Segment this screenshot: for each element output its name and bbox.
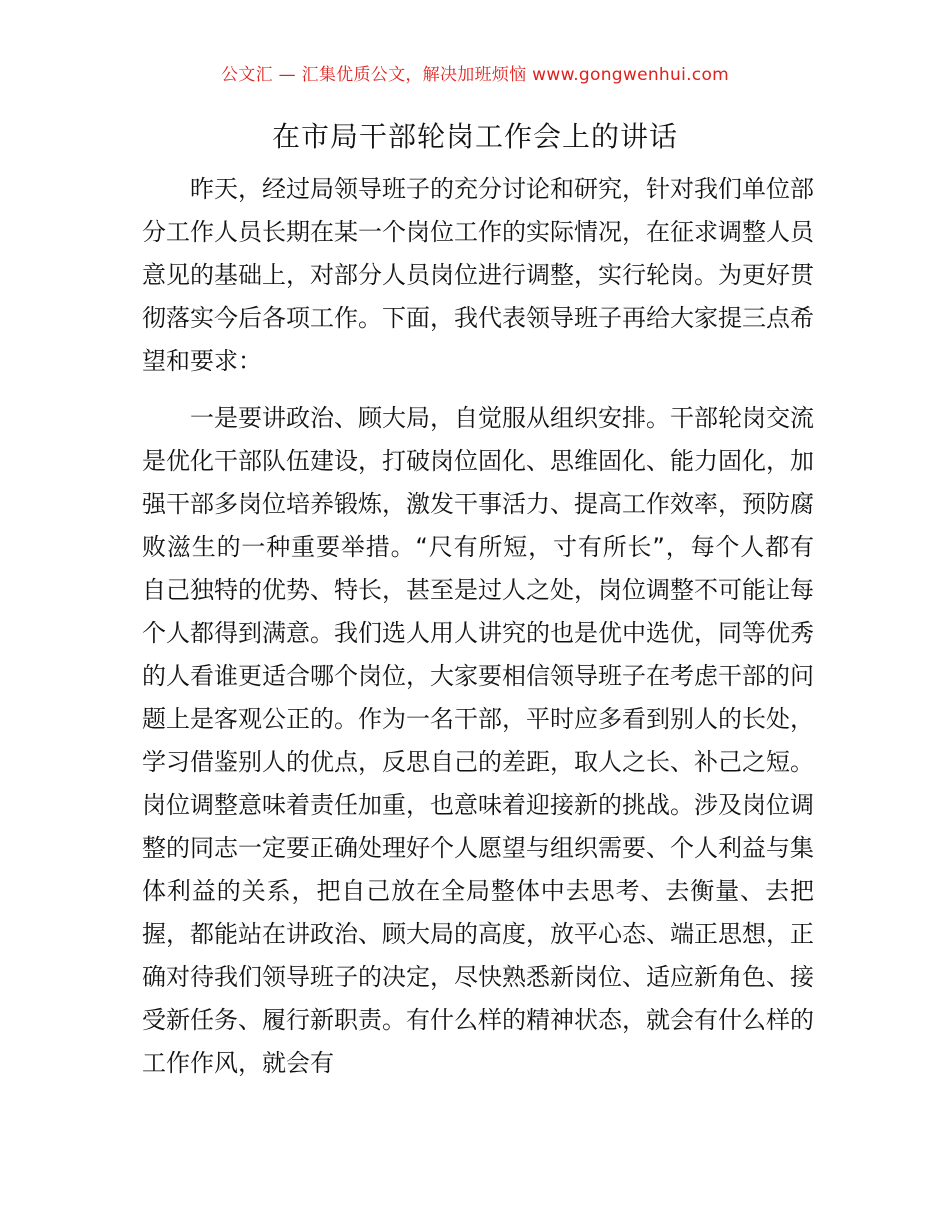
paragraph-point-one: 一是要讲政治、顾大局，自觉服从组织安排。干部轮岗交流是优化干部队伍建设，打破岗位固化、思维固化、能力固化，加强干部多岗位培养锻炼，激发干事活力、提高工作效率，预防腐败滋生的一种重要举措。“尺有所短，寸有所长”，每个人都有自己独特的优势、特长，甚至是过人之处，岗位调整不可能让每个人都得到满意。我们选人用人讲究的也是优中选优，同等优秀的人看谁更适合哪个岗位，大家要相信领导班子在考虑干部的问题上是客观公正的。作为一名干部，平时应多看到别人的长处，学习借鉴别人的优点，反思自己的差距，取人之长、补己之短。岗位调整意味着责任加重，也意味着迎接新的挑战。涉及岗位调整的同志一定要正确处理好个人愿望与组织需要、个人利益与集体利益的关系，把自己放在全局整体中去思考、去衡量、去把握，都能站在讲政治、顾大局的高度，放平心态、端正思想，正确对待我们领导班子的决定，尽快熟悉新岗位、适应新角色、接受新任务、履行新职责。有什么样的精神状态，就会有什么样的工作作风，就会有	[142, 404, 814, 1077]
paragraph-intro: 昨天，经过局领导班子的充分讨论和研究，针对我们单位部分工作人员长期在某一个岗位工作的实际情况，在征求调整人员意见的基础上，对部分人员岗位进行调整，实行轮岗。为更好贯彻落实今后各项工作。下面，我代表领导班子再给大家提三点希望和要求：	[142, 175, 814, 375]
document-body	[142, 168, 814, 1085]
document-title: 在市局干部轮岗工作会上的讲话	[271, 120, 678, 153]
watermark-header: 公文汇 — 汇集优质公文，解决加班烦恼 www.gongwenhui.com	[220, 65, 730, 85]
